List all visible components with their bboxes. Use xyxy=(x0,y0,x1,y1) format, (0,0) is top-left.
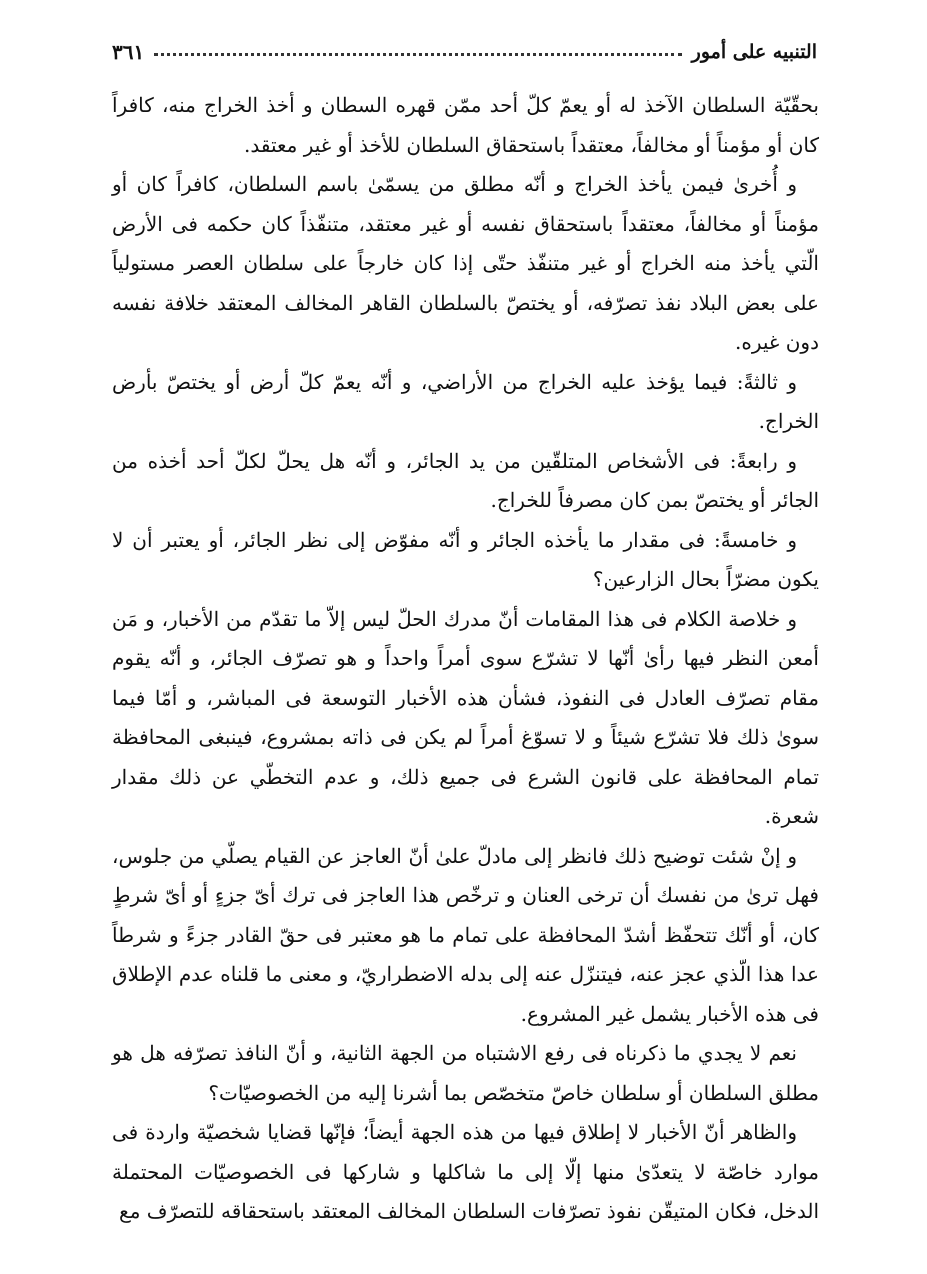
paragraph-conclusion: والظاهر أنّ الأخبار لا إطلاق فيها من هذه الجهة أيضاً؛ فإنّها قضايا شخصيّة واردة فى موارد خاصّة لا يتعدّىٰ منها إلّا إلى ما شاكلها و شاركها فى الخصوصيّات المحتملة الدخل، فكان المتيقّن نفوذ تصرّفات السلطان المخالف المعتقد باستحقاقه للتصرّف مع xyxy=(112,1120,819,1223)
paragraph-clarification: و إنْ شئت توضيح ذلك فانظر إلى مادلّ علىٰ أنّ العاجز عن القيام يصلّي من جلوس، فهل ترىٰ من نفسك أن ترخى العنان و ترخّص هذا العاجز فى ترك أىّ جزءٍ أو أىّ شرطٍ كان، أو أنّك تتحفّظ أشدّ المحافظة على تمام ما هو معتبر فى حقّ القادر جزءً و شرطاً عدا هذا الّذي عجز عنه، فيتنزّل عنه إلى بدله الاضطراريّ، و معنى ما قلناه عدم الإطلاق فى هذه الأخبار يشمل غير المشروع. xyxy=(112,843,819,1026)
leader-dots xyxy=(154,53,681,56)
paragraph-second-aspect: و أُخرىٰ فيمن يأخذ الخراج و أنّه مطلق من يسمّىٰ باسم السلطان، كافراً كان أو مؤمناً أو مخالفاً، معتقداً باستحقاق نفسه أو غير معتقد، متنفّذاً كان حكمه فى الأرض الّتي يأخذ منه الخراج أو غير متنفّذ حتّى إذا كان خارجاً على سلطان العصر مستولياً على بعض البلاد نفذ تصرّفه، أو يختصّ بالسلطان القاهر المخالف المعتقد خلافة نفسه دون غيره. xyxy=(112,172,819,354)
paragraph-fifth-aspect: و خامسةً: فى مقدار ما يأخذه الجائر و أنّه مفوّض إلى نظر الجائر، أو يعتبر أن لا يكون مضرّاً بحال الزارعين؟ xyxy=(112,527,819,591)
paragraph-summary: و خلاصة الكلام فى هذا المقامات أنّ مدرك الحلّ ليس إلاّ ما تقدّم من الأخبار، و مَن أمعن النظر فيها رأىٰ أنّها لا تشرّع سوى أمراً واحداً و هو تصرّف الجائر، و أنّه يقوم مقام تصرّف العادل فى النفوذ، فشأن هذه الأخبار التوسعة فى المباشر، و أمّا فيما سوىٰ ذلك فلا تشرّع شيئاً و لا تسوّغ أمراً لم يكن فى ذاته بمشروع، فينبغى المحافظة تمام المحافظة على قانون الشرع فى جميع ذلك، و عدم التخطّي عن ذلك مقدار شعرة. xyxy=(112,606,819,828)
running-title: التنبيه على أمور xyxy=(691,41,817,63)
paragraph-third-aspect: و ثالثةً: فيما يؤخذ عليه الخراج من الأراضي، و أنّه يعمّ كلّ أرض أو يختصّ بأرض الخراج. xyxy=(112,369,819,433)
page-number: ٣٦١ xyxy=(112,40,145,64)
paragraph-continuation: بحقّيّة السلطان الآخذ له أو يعمّ كلّ أحد ممّن قهره السطان و أخذ الخراج منه، كافراً كان أو مؤمناً أو مخالفاً، معتقداً باستحقاق السلطان للأخذ أو غير معتقد. xyxy=(112,93,819,157)
running-header xyxy=(112,32,817,72)
body-text xyxy=(112,86,819,1232)
paragraph-fourth-aspect: و رابعةً: فى الأشخاص المتلقّين من يد الجائر، و أنّه هل يحلّ لكلّ أحد أخذه من الجائر أو يختصّ بمن كان مصرفاً للخراج. xyxy=(112,448,819,512)
paragraph-caveat: نعم لا يجدي ما ذكرناه فى رفع الاشتباه من الجهة الثانية، و أنّ النافذ تصرّفه هل هو مطلق السلطان أو سلطان خاصّ متخصّص بما أشرنا إليه من الخصوصيّات؟ xyxy=(112,1041,819,1105)
